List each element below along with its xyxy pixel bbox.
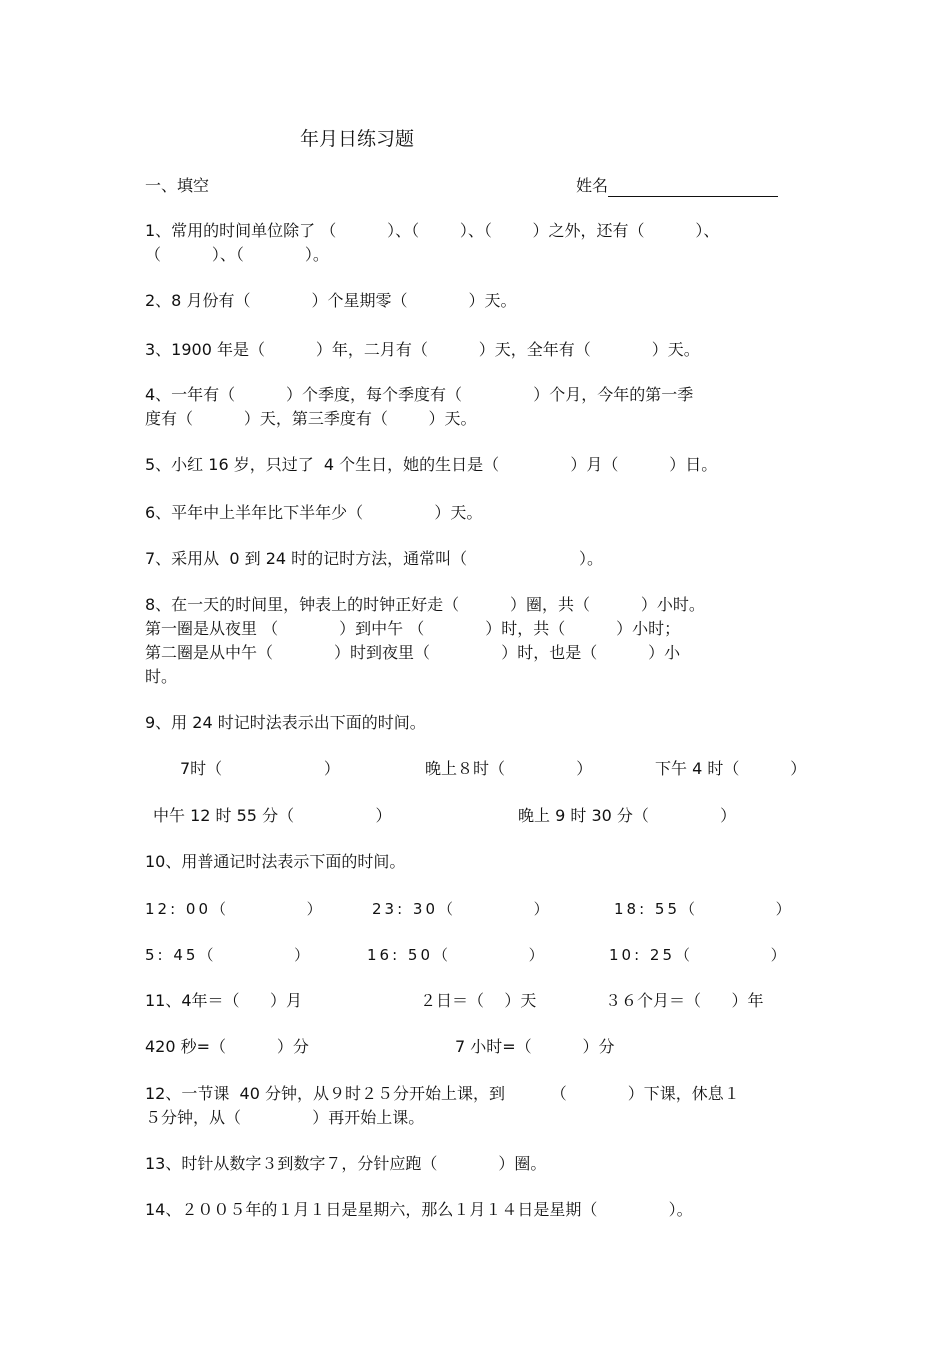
question-9-item-c: 下午 4 时（ ） [655,759,807,778]
question-2: 2、8 月份有（ ）个星期零（ ）天。 [145,291,517,310]
question-9-item-a: 7时（ ） [180,759,340,778]
question-10-item-f: 10: 25（ ） [609,946,789,964]
question-7: 7、采用从 0 到 24 时的记时方法，通常叫（ ）。 [145,549,604,568]
question-11-item-a: 11、4年＝（ ）月 [145,991,303,1010]
question-10-heading: 10、用普通记时法表示下面的时间。 [145,852,406,871]
question-9-item-d: 中午 12 时 55 分（ ） [153,806,392,825]
question-9-heading: 9、用 24 时记时法表示出下面的时间。 [145,713,426,732]
question-8-line-4: 时。 [145,667,178,686]
question-10-item-c: 18: 55（ ） [614,900,794,918]
question-10-item-d: 5: 45（ ） [145,946,313,964]
question-8-line-1: 8、在一天的时间里，钟表上的时钟正好走（ ）圈，共（ ）小时。 [145,595,705,614]
question-10-item-a: 12: 00（ ） [145,900,325,918]
question-6: 6、平年中上半年比下半年少（ ）天。 [145,503,483,522]
question-1-line-1: 1、常用的时间单位除了 （ ）、（ ）、（ ）之外，还有（ ）、 [145,221,720,240]
name-underline[interactable] [608,178,778,197]
question-1-line-2: （ ）、（ ）。 [145,245,329,264]
worksheet-title: 年月日练习题 [300,128,415,150]
name-field [576,175,778,197]
question-8-line-3: 第二圈是从中午（ ）时到夜里（ ）时，也是（ ）小 [145,643,681,662]
question-13: 13、时针从数字３到数字７，分针应跑（ ）圈。 [145,1154,547,1173]
question-8-line-2: 第一圈是从夜里 （ ）到中午 （ ）时，共（ ）小时； [145,619,681,638]
question-11-item-b: ２日＝（ ）天 [420,991,537,1010]
question-10-item-b: 23: 30（ ） [372,900,552,918]
question-9-item-e: 晚上 9 时 30 分（ ） [518,806,737,825]
question-12-line-2: ５分钟，从（ ）再开始上课。 [145,1108,425,1127]
section-heading: 一、填空 [145,176,210,195]
question-5: 5、小红 16 岁，只过了 4 个生日，她的生日是（ ）月（ ）日。 [145,455,718,474]
question-4-line-2: 度有（ ）天，第三季度有（ ）天。 [145,409,477,428]
question-12-line-1: 12、一节课 40 分钟，从９时２５分开始上课，到 （ ）下课，休息１ [145,1084,740,1103]
question-14: 14、２００５年的１月１日是星期六，那么１月１４日是星期（ ）。 [145,1200,693,1219]
question-10-item-e: 16: 50（ ） [367,946,547,964]
question-11-item-c: ３６个月＝（ ）年 [605,991,764,1010]
question-9-item-b: 晚上８时（ ） [425,759,593,778]
question-11-item-d: 420 秒=（ ）分 [145,1037,309,1056]
question-3: 3、1900 年是（ ）年，二月有（ ）天，全年有（ ）天。 [145,340,700,359]
question-11-item-e: 7 小时=（ ）分 [455,1037,615,1056]
name-label: 姓名 [576,176,609,195]
question-4-line-1: 4、一年有（ ）个季度，每个季度有（ ）个月，今年的第一季 [145,385,694,404]
